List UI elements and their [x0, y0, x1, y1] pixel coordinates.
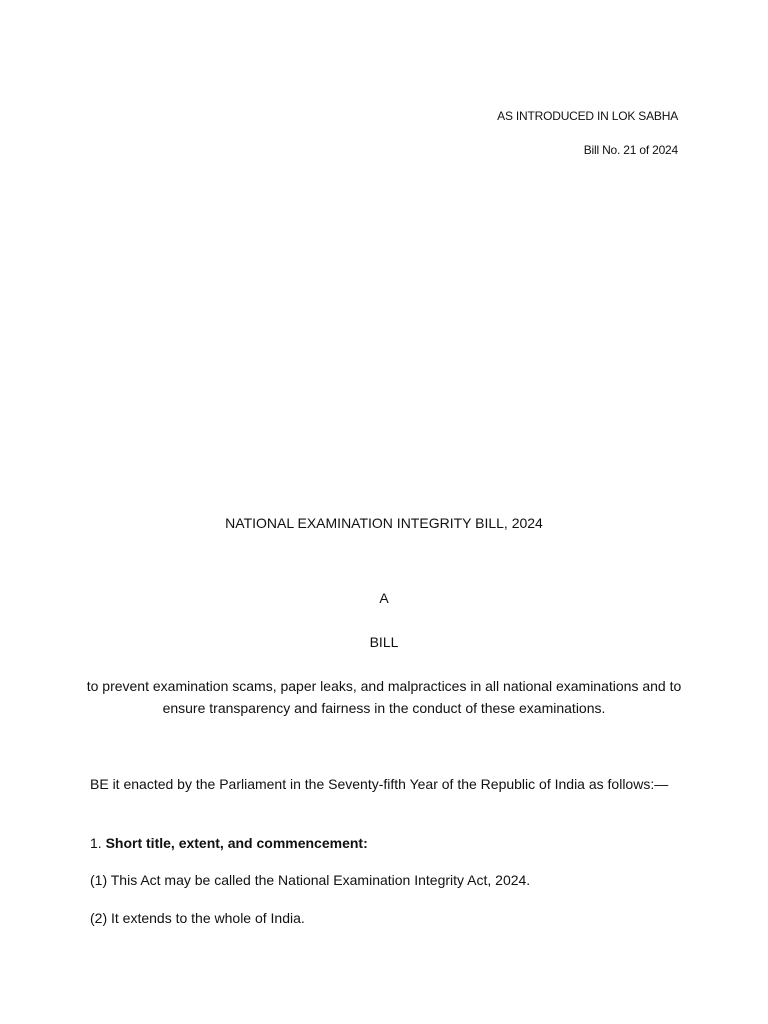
subsection-1: (1) This Act may be called the National Examination Integrity Act, 2024. [90, 872, 531, 888]
introduction-note: AS INTRODUCED IN LOK SABHA [497, 109, 678, 123]
enacting-clause: BE it enacted by the Parliament in the Seventy-fifth Year of the Republic of India as follows:— [90, 776, 669, 792]
subsection-2: (2) It extends to the whole of India. [90, 910, 305, 926]
bill-label: BILL [369, 634, 399, 650]
bill-purpose: to prevent examination scams, paper leaks, and malpractices in all national examinations and to ensure transparency and fairness in the conduct of these examinations. [86, 678, 682, 716]
section-1-heading [90, 832, 680, 854]
bill-number: Bill No. 21 of 2024 [583, 143, 678, 157]
section-title: Short title, extent, and commencement: [105, 835, 368, 851]
article-a: A [379, 590, 389, 606]
section-number: 1. [90, 835, 102, 851]
bill-title: NATIONAL EXAMINATION INTEGRITY BILL, 2024 [225, 515, 543, 531]
